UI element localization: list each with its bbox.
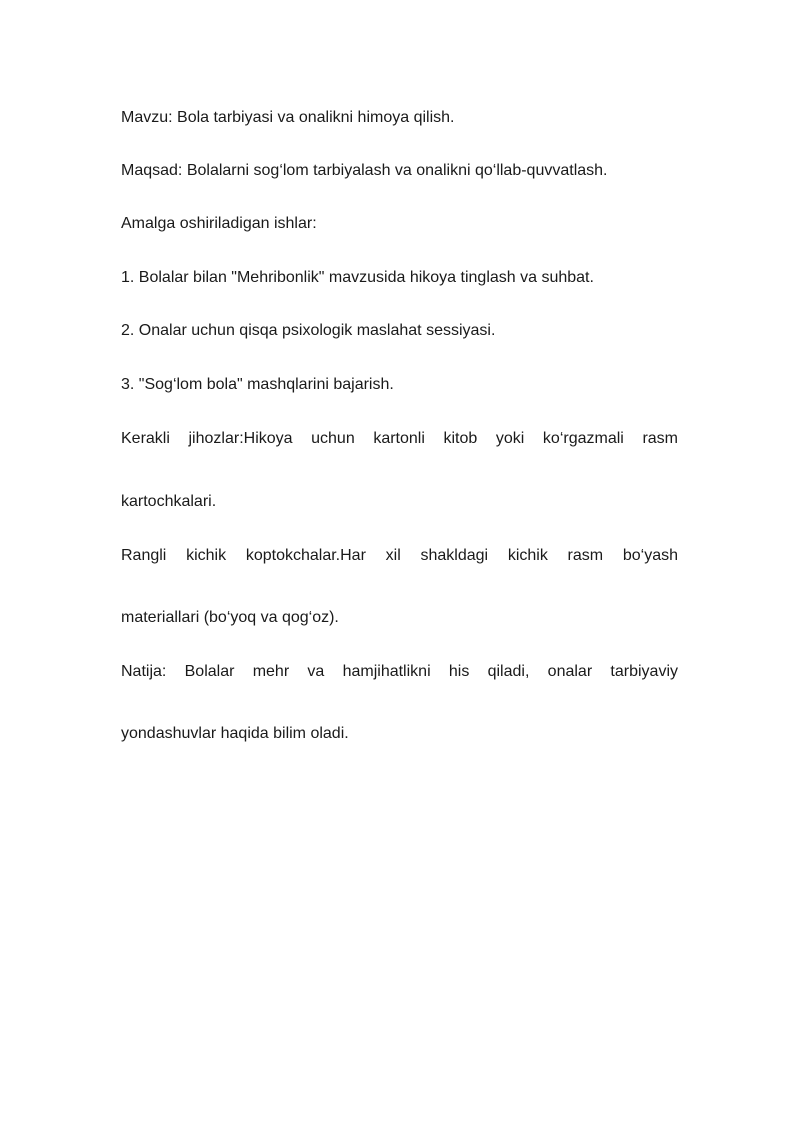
equipment-line: Kerakli jihozlar:Hikoya uchun kartonli kitob yoki ko‘rgazmali rasm — [121, 430, 678, 447]
equipment-line-continued: kartochkalari. — [121, 493, 217, 510]
materials-line-continued: materiallari (bo‘yoq va qog‘oz). — [121, 609, 339, 626]
materials-line: Rangli kichik koptokchalar.Har xil shakldagi kichik rasm bo‘yash — [121, 547, 678, 564]
result-line-continued: yondashuvlar haqida bilim oladi. — [121, 725, 349, 742]
activity-item: 3. "Sog‘lom bola" mashqlarini bajarish. — [121, 376, 394, 393]
activity-item: 1. Bolalar bilan "Mehribonlik" mavzusida hikoya tinglash va suhbat. — [121, 269, 594, 286]
goal-line: Maqsad: Bolalarni sog‘lom tarbiyalash va onalikni qo‘llab-quvvatlash. — [121, 162, 608, 179]
activities-heading: Amalga oshiriladigan ishlar: — [121, 215, 317, 232]
result-line: Natija: Bolalar mehr va hamjihatlikni his qiladi, onalar tarbiyaviy — [121, 663, 678, 680]
activity-item: 2. Onalar uchun qisqa psixologik maslahat sessiyasi. — [121, 322, 496, 339]
topic-line: Mavzu: Bola tarbiyasi va onalikni himoya qilish. — [121, 109, 455, 126]
